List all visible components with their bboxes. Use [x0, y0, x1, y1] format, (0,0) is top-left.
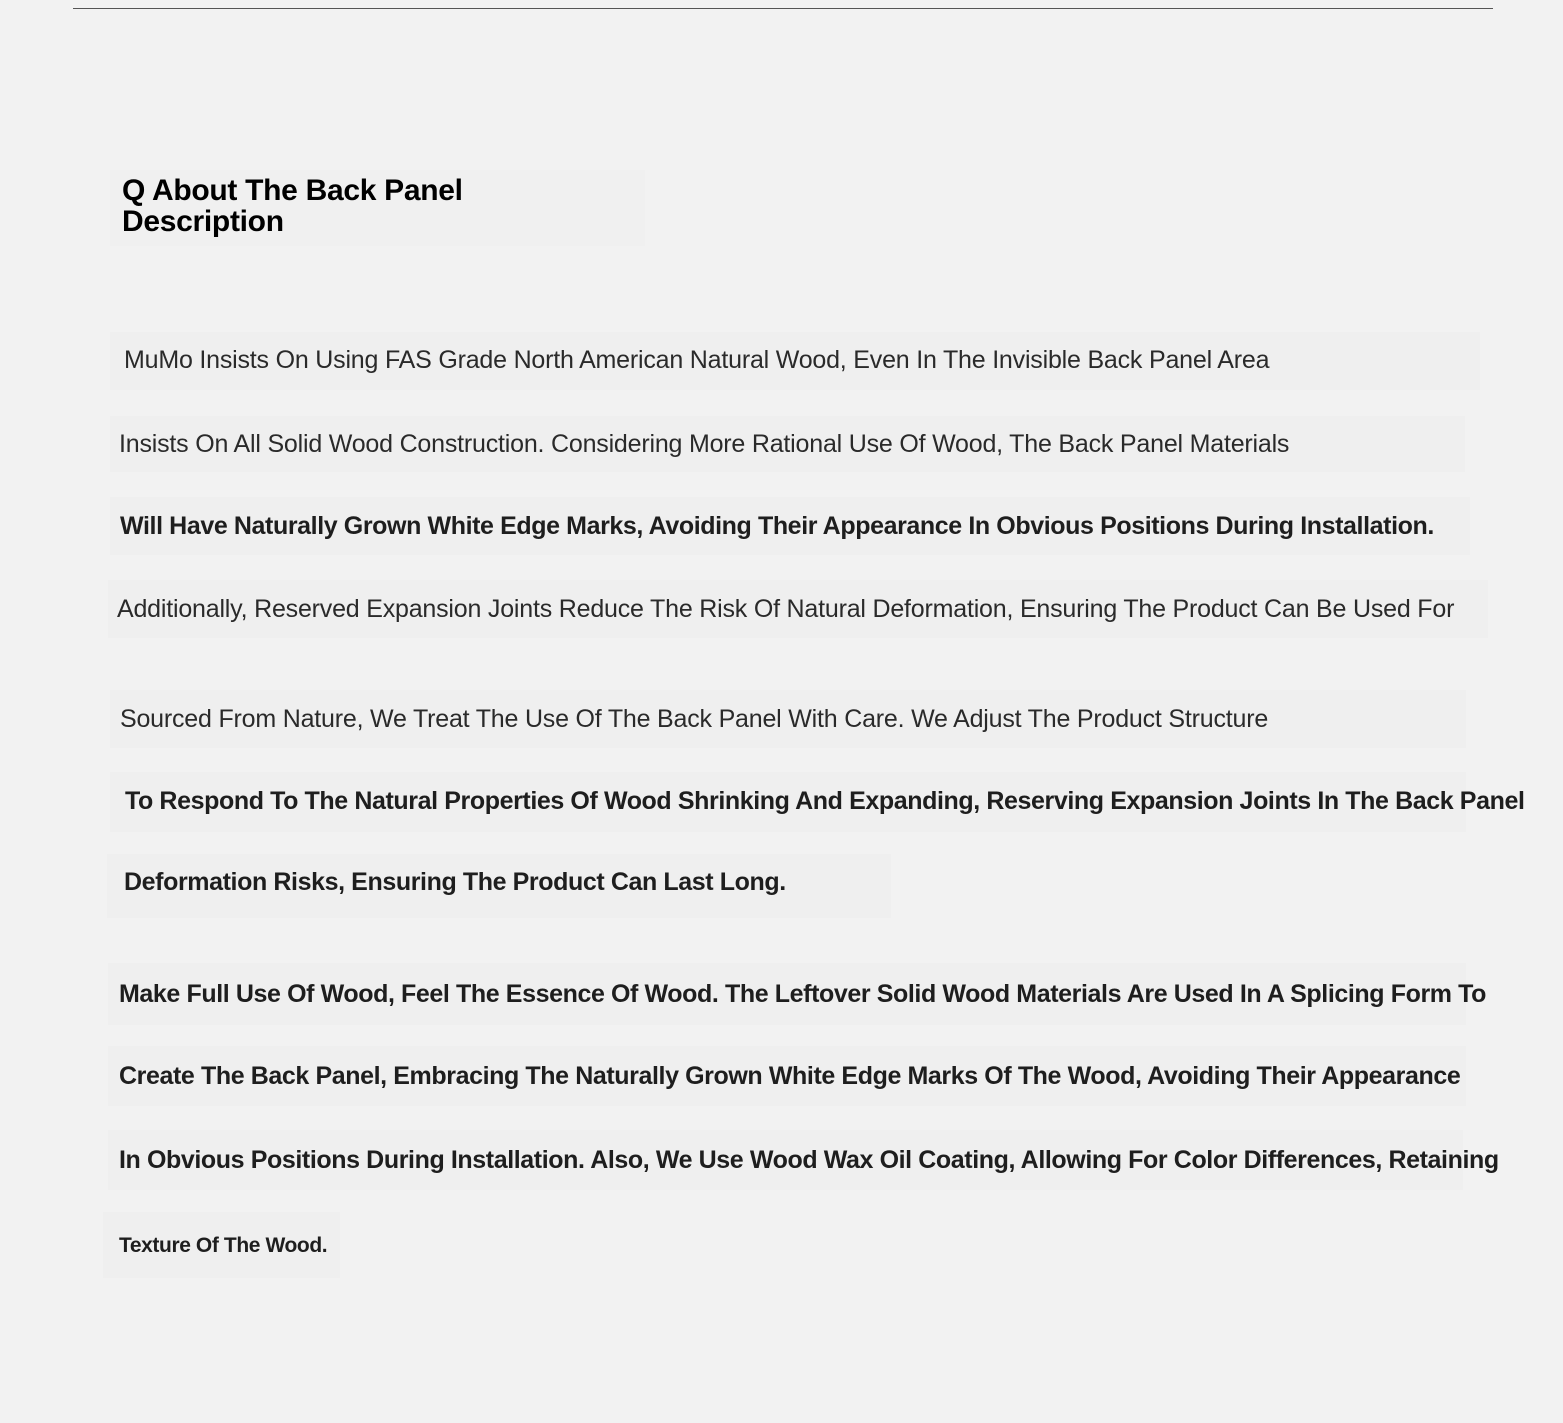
paragraph-1-line-3: Will Have Naturally Grown White Edge Marks, Avoiding Their Appearance In Obvious Positions During Installation. — [120, 512, 1434, 540]
top-divider — [73, 8, 1493, 9]
paragraph-1-line-1: MuMo Insists On Using FAS Grade North American Natural Wood, Even In The Invisible Back Panel Area — [124, 346, 1270, 374]
paragraph-2-line-1: Sourced From Nature, We Treat The Use Of The Back Panel With Care. We Adjust The Product Structure — [120, 705, 1269, 733]
section-title: Q About The Back Panel Description — [122, 174, 463, 238]
paragraph-3-line-4: Texture Of The Wood. — [119, 1234, 328, 1257]
paragraph-3-line-3: In Obvious Positions During Installation. Also, We Use Wood Wax Oil Coating, Allowing For Color Differences, Retaining — [119, 1146, 1499, 1174]
paragraph-2-line-2: To Respond To The Natural Properties Of Wood Shrinking And Expanding, Reserving Expansion Joints In The Back Panel — [125, 787, 1525, 815]
paragraph-3-line-1: Make Full Use Of Wood, Feel The Essence Of Wood. The Leftover Solid Wood Materials Are Used In A Splicing Form To — [119, 980, 1487, 1008]
paragraph-2-line-3: Deformation Risks, Ensuring The Product Can Last Long. — [124, 868, 786, 896]
paragraph-1-line-4: Additionally, Reserved Expansion Joints Reduce The Risk Of Natural Deformation, Ensuring The Product Can Be Used For — [117, 595, 1455, 623]
paragraph-3-line-2: Create The Back Panel, Embracing The Naturally Grown White Edge Marks Of The Wood, Avoiding Their Appearance — [119, 1062, 1461, 1090]
paragraph-1-line-2: Insists On All Solid Wood Construction. Considering More Rational Use Of Wood, The Back Panel Materials — [119, 430, 1290, 458]
